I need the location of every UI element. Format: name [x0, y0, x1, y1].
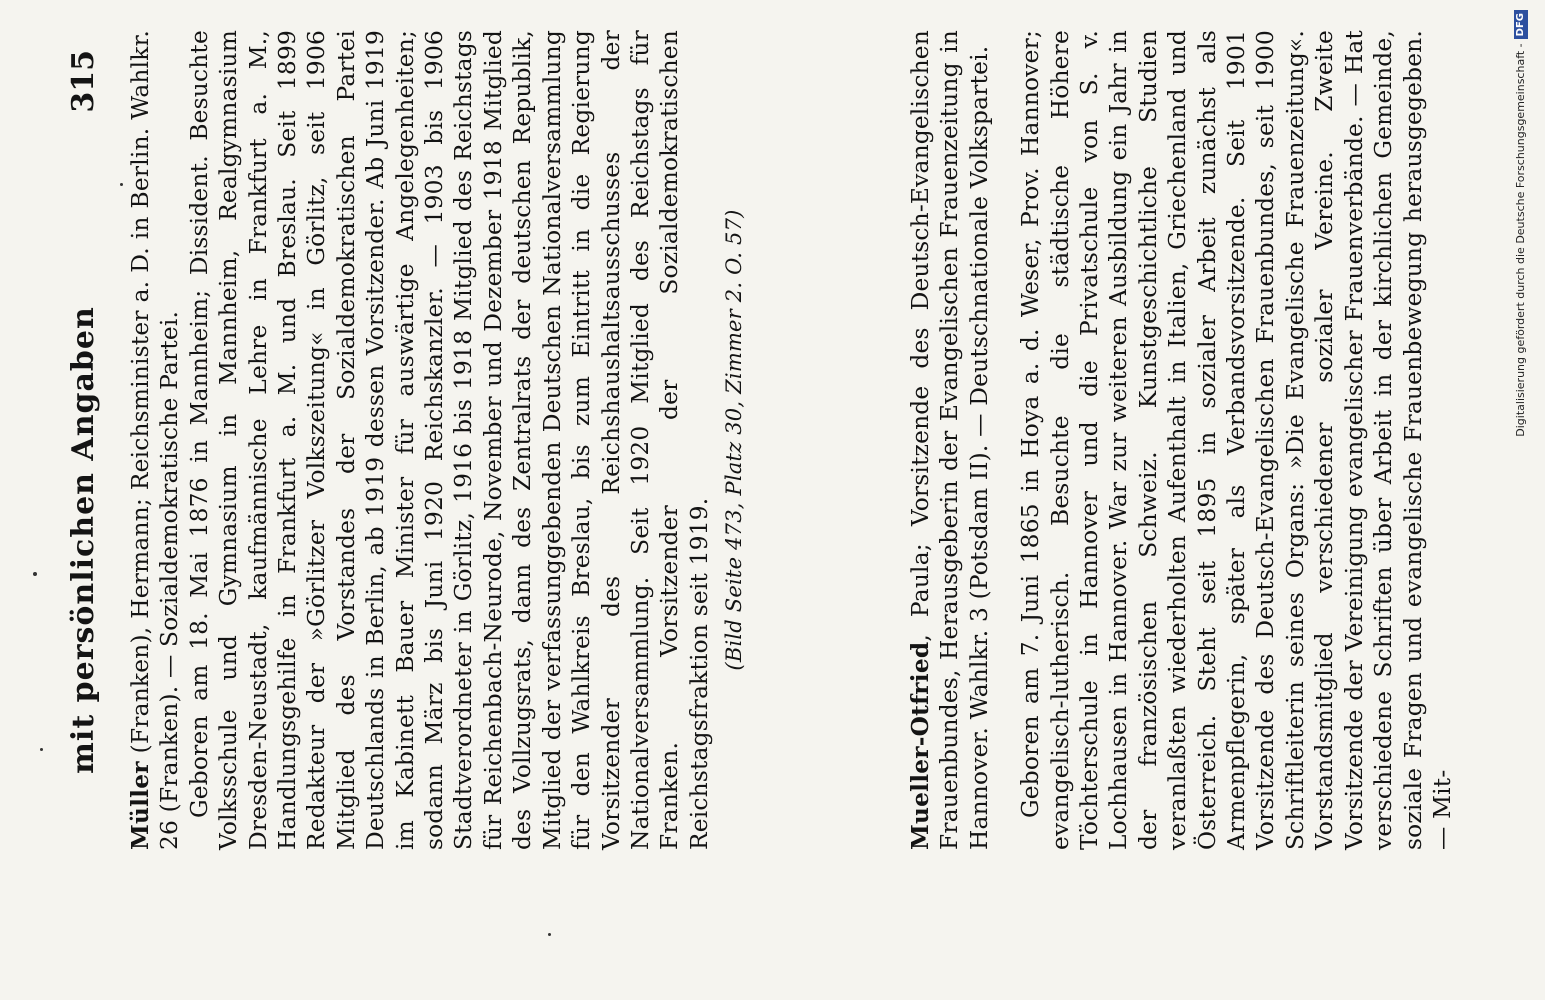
- scan-speck: [120, 183, 123, 186]
- scan-speck: [40, 748, 43, 751]
- scan-speck: [548, 933, 551, 936]
- page-number: 315: [66, 50, 101, 113]
- biography-entry-mueller: [126, 30, 750, 850]
- digitization-credit-text: [1508, 10, 1534, 990]
- entry-heading: [126, 30, 185, 850]
- entry-name: Müller: [127, 761, 154, 850]
- digitization-credit: [1508, 10, 1534, 990]
- credit-text: Digitalisierung gefördert durch die Deutsche Forschungsgemeinschaft -: [1514, 43, 1527, 437]
- entry-body: Geboren am 7. Juni 1865 in Hoya a. d. Weser, Prov. Hannover; evangelisch-lutherisch. Besuchte die städtische Höhere Töchterschule in Hannover und die Privatschule von S. v. Lochhausen in Hannover. War zur weiteren Ausbildung ein Jahr in der französischen Schweiz. Kunstgeschichtliche Studien veranlaßten wiederholten Aufenthalt in Italien, Griechenland und Österreich. Steht seit 1895 in sozialer Arbeit zunächst als Armenpflegerin, später als Verbandsvorsitzende. Seit 1901 Vorsitzende des Deutsch-Evangelischen Frauenbundes, seit 1900 Schriftleiterin seines Organs: »Die Evangelische Frauenzeitung«. Vorstandsmitglied verschiedener sozialer Vereine. Zweite Vorsitzende der Vereinigung evangelischer Frauenverbände. — Hat verschiedene Schriften über Arbeit in der kirchlichen Gemeinde, soziale Fragen und evangelische Frauenbewegung herausgegeben. — Mit-: [1017, 30, 1456, 850]
- page-title: mit persönlichen Angaben: [66, 306, 101, 774]
- entry-heading: [906, 30, 994, 850]
- entry-body: Geboren am 18. Mai 1876 in Mannheim; Dissident. Besuchte Volksschule und Gymnasium in Mannheim, Realgymnasium Dresden-Neustadt, kaufmännische Lehre in Frankfurt a. M., Handlungsgehilfe in Frankfurt a. M. und Breslau. Seit 1899 Redakteur der »Görlitzer Volkszeitung« in Görlitz, seit 1906 Mitglied des Vorstandes der Sozialdemokratischen Partei Deutschlands in Berlin, ab 1919 dessen Vorsitzender. Ab Juni 1919 im Kabinett Bauer Minister für auswärtige Angelegenheiten; sodann März bis Juni 1920 Reichskanzler. — 1903 bis 1906 Stadtverordneter in Görlitz, 1916 bis 1918 Mitglied des Reichstags für Reichenbach-Neurode, November und Dezember 1918 Mitglied des Vollzugsrats, dann des Zentralrats der deutschen Republik, Mitglied der verfassunggebenden Deutschen Nationalversammlung für den Wahlkreis Breslau, bis zum Eintritt in die Regierung Vorsitzender des Reichshaushaltsausschusses der Nationalversammlung. Seit 1920 Mitglied des Reichstags für Franken. Vorsitzender der Sozialdemokratischen Reichstagsfraktion seit 1919.: [185, 30, 713, 850]
- entry-name: Mueller-Otfried: [907, 641, 934, 850]
- entry-intro: (Franken), Hermann; Reichsminister a. D. in Berlin. Wahlkr. 26 (Franken). — Sozialdemokratische Partei.: [127, 30, 184, 850]
- biography-entry-mueller-otfried: [906, 30, 1457, 850]
- entry-intro: , Paula; Vorsitzende des Deutsch-Evangelischen Frauenbundes, Herausgeberin der Evangelischen Frauenzeitung in Hannover. Wahlkr. 3 (Potsdam II). — Deutschnationale Volkspartei.: [907, 30, 993, 850]
- scan-speck: [33, 572, 37, 576]
- running-header: [0, 0, 100, 1000]
- dfg-logo: DFG: [1514, 10, 1528, 39]
- photo-reference: (Bild Seite 473, Platz 30, Zimmer 2. O. 57): [722, 209, 747, 671]
